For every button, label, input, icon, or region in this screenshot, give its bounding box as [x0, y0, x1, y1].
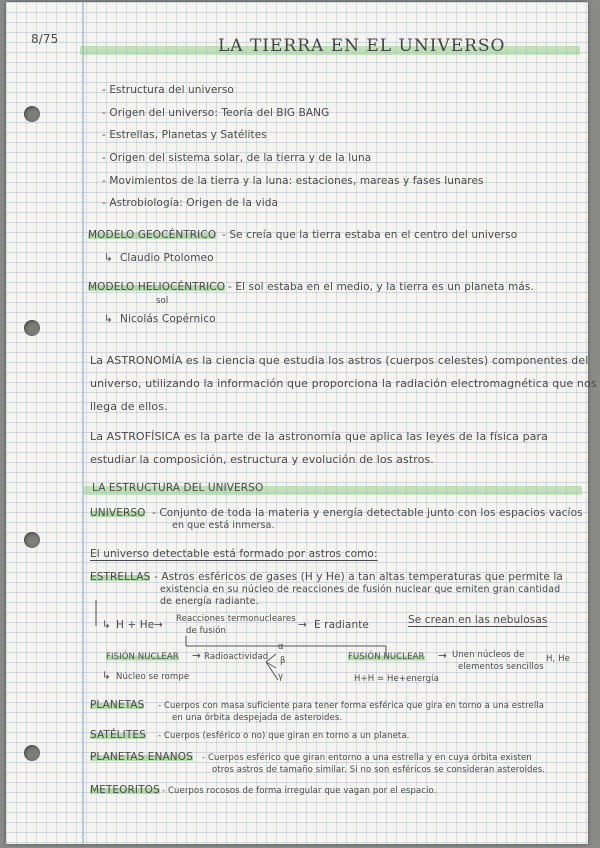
heliocentric-definition: - El sol estaba en el medio, y la tierra es un planeta más. [228, 281, 534, 293]
arrow-icon: → [154, 619, 163, 631]
arrow-icon: → [192, 650, 201, 662]
definition-line: - Cuerpos rocosos de forma irregular que vagan por el espacio. [162, 786, 437, 796]
geocentric-definition: - Se creía que la tierra estaba en el centro del universo [222, 229, 518, 241]
diagram-alpha: α [278, 642, 284, 652]
section-heading: LA ESTRUCTURA DEL UNIVERSO [92, 482, 264, 494]
outline-item: - Movimientos de la tierra y la luna: estaciones, mareas y fases lunares [102, 175, 484, 187]
definition-line: - Astros esféricos de gases (H y He) a tan altas temperaturas que permite la [154, 571, 563, 583]
geocentric-term: MODELO GEOCÉNTRICO [88, 229, 217, 241]
arrow-icon: ↳ [104, 252, 113, 264]
definition-line: existencia en su núcleo de reacciones de fusión nuclear que emiten gran cantidad [160, 584, 561, 595]
arrow-icon: ↳ [102, 670, 111, 682]
detectable-sentence: El universo detectable está formado por astros como: [90, 548, 378, 560]
outline-item: - Estructura del universo [102, 84, 234, 96]
definition-line: - Cuerpos (esférico o no) que giran en torno a un planeta. [158, 731, 410, 741]
diagram-reactions: Reacciones termonucleares [176, 614, 296, 624]
paragraph-line: llega de ellos. [90, 400, 168, 413]
definition-line: otros astros de tamaño similar. Si no son esféricos se consideran asteroides. [212, 765, 546, 775]
diagram-nucleo: Núcleo se rompe [116, 672, 190, 682]
diagram-energy: E radiante [314, 619, 369, 631]
definition-line: - Cuerpos esférico que giran entorno a una estrella y en cuya órbita existen [202, 753, 532, 763]
diagram-radio: Radioactividad [204, 652, 269, 662]
definition-line: - Cuerpos con masa suficiente para tener forma esférica que gira en torno a una estrella [158, 701, 545, 711]
diagram-elementos: elementos sencillos [458, 662, 544, 672]
paragraph-line: universo, utilizando la información que proporciona la radiación electromagnética que nos [90, 377, 597, 390]
satelites-term: SATÉLITES [90, 729, 146, 741]
binder-hole [24, 745, 40, 761]
meteoritos-term: METEORITOS [90, 784, 160, 796]
arrow-icon: → [438, 650, 447, 662]
binder-hole [24, 320, 40, 336]
binder-hole [24, 106, 40, 122]
definition-line: - Conjunto de toda la materia y energía detectable junto con los espacios vacíos [152, 507, 583, 519]
definition-line: en que está inmersa. [172, 520, 275, 531]
diagram-equation: H+H = He+energía [354, 674, 439, 684]
page-number: 8/75 [31, 32, 59, 46]
fusion-term: FUSIÓN NUCLEAR [348, 652, 425, 662]
diagram-hhe: H + He [116, 619, 155, 631]
universo-term: UNIVERSO [90, 507, 146, 519]
enanos-term: PLANETAS ENANOS [90, 751, 193, 763]
paragraph-line: La ASTROFÍSICA es la parte de la astronomía que aplica las leyes de la física para [90, 430, 548, 443]
diagram-fusion-small: de fusión [186, 626, 226, 636]
page-title: LA TIERRA EN EL UNIVERSO [218, 36, 506, 56]
definition-line: en una órbita despejada de asteroides. [172, 713, 343, 723]
diagram-nebula: Se crean en las nebulosas [408, 614, 548, 626]
geocentric-person: Claudio Ptolomeo [120, 252, 214, 264]
heliocentric-note: sol [156, 296, 169, 306]
diagram-hhe2: H, He [546, 654, 570, 664]
arrow-icon: → [298, 619, 307, 631]
diagram-gamma: γ [278, 672, 284, 682]
estrellas-term: ESTRELLAS [90, 571, 151, 583]
diagram-unen: Unen núcleos de [452, 650, 525, 660]
paragraph-line: estudiar la composición, estructura y evolución de los astros. [90, 453, 434, 466]
outline-item: - Astrobiología: Origen de la vida [102, 197, 279, 209]
outline-item: - Origen del sistema solar, de la tierra y de la luna [102, 152, 372, 164]
outline-item: - Estrellas, Planetas y Satélites [102, 129, 267, 141]
diagram-beta: β [280, 656, 286, 666]
paragraph-line: La ASTRONOMÍA es la ciencia que estudia los astros (cuerpos celestes) componentes del [90, 354, 589, 367]
notebook-page [6, 2, 597, 844]
arrow-icon: ↳ [104, 313, 113, 325]
fision-term: FISIÓN NUCLEAR [106, 652, 179, 662]
arrow-icon: ↳ [102, 619, 111, 631]
heliocentric-person: Nicolás Copérnico [120, 313, 216, 325]
definition-line: de energía radiante. [160, 596, 259, 607]
planetas-term: PLANETAS [90, 699, 145, 711]
diagram-lines [86, 598, 586, 698]
heliocentric-term: MODELO HELIOCÉNTRICO [88, 281, 226, 293]
binder-hole [24, 532, 40, 548]
outline-item: - Origen del universo: Teoría del BIG BANG [102, 107, 330, 119]
